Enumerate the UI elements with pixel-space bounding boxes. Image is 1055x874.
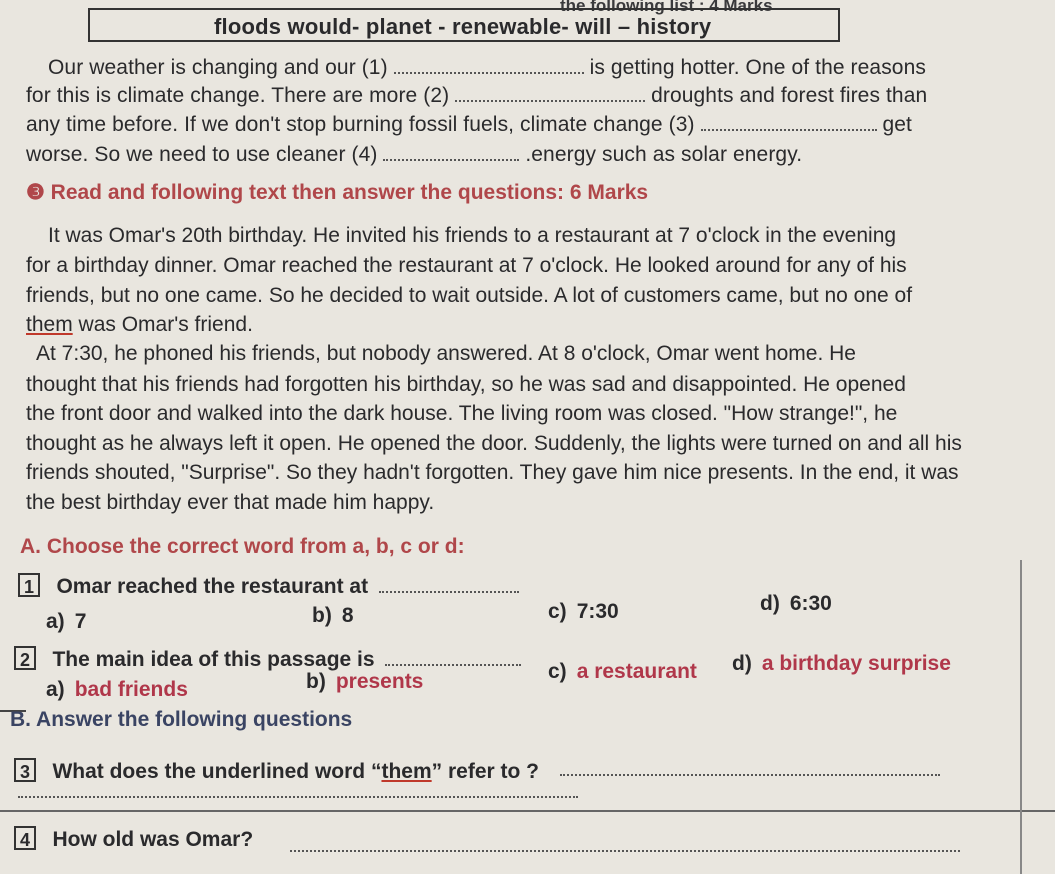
story-line-9: friends shouted, "Surprise". So they hadn't forgotten. They gave him nice presents. In the end, it was	[26, 461, 959, 484]
question-3-them: them	[381, 760, 432, 783]
blank-4[interactable]	[383, 145, 519, 161]
story-line-4: them was Omar's friend.	[26, 313, 253, 336]
question-2-text: The main idea of this passage is	[52, 648, 375, 671]
blank-1[interactable]	[394, 58, 584, 74]
blank-2[interactable]	[455, 86, 645, 102]
q1-option-d[interactable]: d) 6:30	[760, 592, 832, 615]
question-3-inline-line	[560, 774, 940, 776]
question-2-blank[interactable]	[385, 650, 521, 666]
cloze-line-2: for this is climate change. There are more (2) droughts and forest fires than	[26, 84, 928, 107]
cloze-line-4: worse. So we need to use cleaner (4) .energy such as solar energy.	[26, 143, 803, 166]
question-1	[18, 573, 519, 599]
question-4	[14, 826, 253, 852]
cloze-line-1: Our weather is changing and our (1) is getting hotter. One of the reasons	[48, 56, 926, 79]
question-3-number: 3	[14, 758, 36, 782]
section-b-title: B. Answer the following questions	[10, 708, 353, 731]
story-line-3: friends, but no one came. So he decided to wait outside. A lot of customers came, but no one of	[26, 284, 913, 307]
marks-header: the following list : 4 Marks	[560, 0, 773, 15]
story-line-7: the front door and walked into the dark house. The living room was closed. "How strange!", he	[26, 402, 898, 425]
story-line-6: thought that his friends had forgotten his birthday, so he was sad and disappointed. He opened	[26, 373, 906, 396]
question-3: 3 What does the underlined word “them” refer to ?	[14, 758, 539, 784]
question-4-text: How old was Omar?	[52, 828, 254, 851]
question-2-number: 2	[14, 646, 36, 670]
question-4-answer-line[interactable]	[290, 850, 960, 852]
word-bank-text: floods would- planet - renewable- will – history	[214, 14, 712, 39]
question-4-number: 4	[14, 826, 36, 850]
cloze-line-3: any time before. If we don't stop burning fossil fuels, climate change (3) get	[26, 113, 912, 136]
right-margin-line	[1020, 560, 1022, 874]
q2-option-b[interactable]: b) presents	[306, 670, 424, 693]
reading-instruction: ❸ Read and following text then answer the questions: 6 Marks	[26, 181, 649, 204]
q1-option-a[interactable]: a) 7	[46, 610, 87, 633]
story-line-8: thought as he always left it open. He opened the door. Suddenly, the lights were turned on and all his	[26, 432, 962, 455]
section-a-title: A. Choose the correct word from a, b, c or d:	[20, 535, 465, 558]
question-1-text: Omar reached the restaurant at	[56, 575, 369, 598]
question-2	[14, 646, 521, 672]
story-line-5: At 7:30, he phoned his friends, but nobody answered. At 8 o'clock, Omar went home. He	[36, 342, 856, 365]
question-1-blank[interactable]	[379, 577, 519, 593]
q2-option-c[interactable]: c) a restaurant	[548, 660, 697, 683]
divider-line	[0, 810, 1055, 812]
q2-option-a[interactable]: a) bad friends	[46, 678, 188, 701]
q1-option-c[interactable]: c) 7:30	[548, 600, 619, 623]
underlined-them: them	[26, 313, 73, 336]
story-line-10: the best birthday ever that made him happy.	[26, 491, 435, 514]
question-3-answer-line[interactable]	[18, 796, 578, 798]
blank-3[interactable]	[701, 115, 877, 131]
story-line-2: for a birthday dinner. Omar reached the restaurant at 7 o'clock. He looked around for any of his	[26, 254, 907, 277]
q1-option-b[interactable]: b) 8	[312, 604, 354, 627]
story-line-1: It was Omar's 20th birthday. He invited his friends to a restaurant at 7 o'clock in the evening	[48, 224, 897, 247]
question-1-number: 1	[18, 573, 40, 597]
word-bank-box	[88, 8, 840, 42]
q2-option-d[interactable]: d) a birthday surprise	[732, 652, 951, 675]
